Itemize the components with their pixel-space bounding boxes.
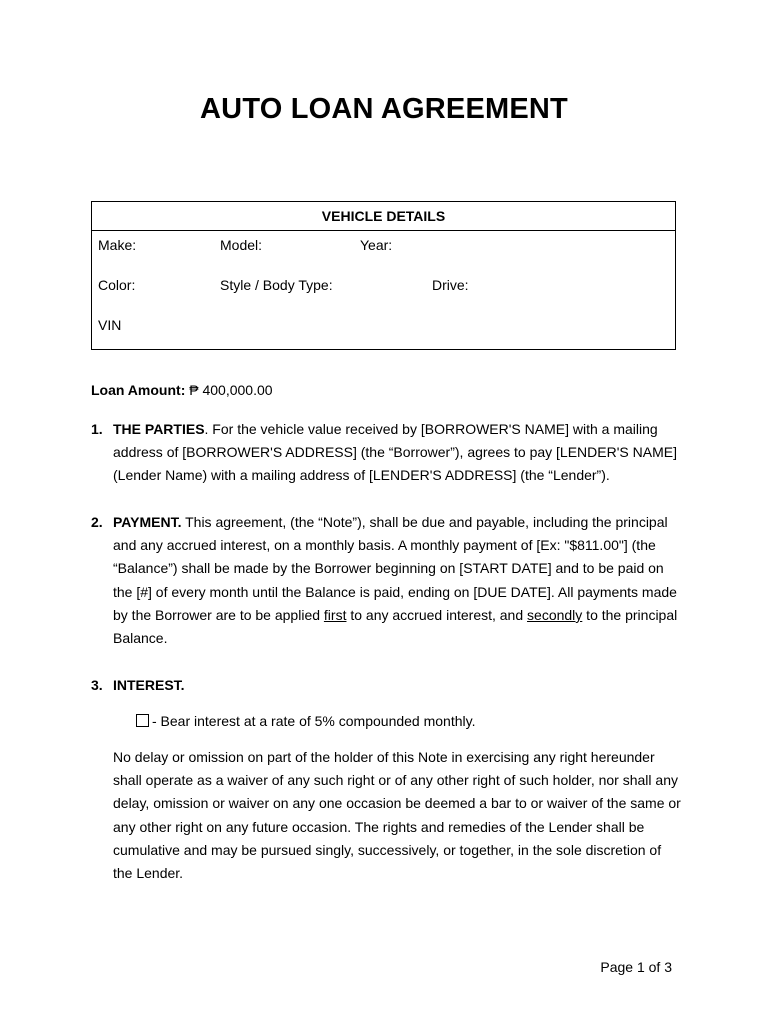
section-parties (91, 418, 681, 488)
year-label: Year: (360, 237, 393, 253)
interest-option-text: - Bear interest at a rate of 5% compounded monthly. (152, 713, 476, 729)
vin-label: VIN (98, 317, 122, 333)
section-text: to the principal Balance. (113, 606, 678, 647)
section-heading: THE PARTIES (113, 421, 205, 437)
section-heading: INTEREST. (113, 677, 185, 693)
section-text: to any accrued interest, and (346, 606, 528, 623)
checkbox[interactable] (136, 714, 149, 727)
vehicle-details-table (91, 201, 676, 350)
vehicle-details-header: VEHICLE DETAILS (92, 202, 675, 231)
section-body (113, 511, 681, 650)
section-text: This agreement, (the “Note”), shall be due and payable, including the principal and any accrued interest, on a monthly basis. A monthly payment of [Ex: "$811.00"] (the “Balance”) shall be made by the Borrower beginning on [START DATE] and to be paid on the [#] of every month until the Balance is paid, ending on [DUE DATE]. All payments made by the Borrower are to be applied (113, 514, 677, 623)
section-number: 2. (91, 514, 103, 530)
make-label: Make: (98, 237, 137, 253)
loan-amount-label: Loan Amount: (91, 382, 186, 398)
underlined-secondly: secondly (527, 606, 583, 623)
interest-option (136, 713, 475, 729)
interest-paragraph: No delay or omission on part of the holder of this Note in exercising any right hereunder shall operate as a waiver of any such right or of any other right of such holder, nor shall any delay, omission or waiver on any one occasion be deemed a bar to or waiver of the same or any other right on any future occasion. The rights and remedies of the Lender shall be cumulative and may be pursued singly, successively, or together, in the sole discretion of the Lender. (113, 749, 681, 882)
model-label: Model: (220, 237, 263, 253)
section-text: . For the vehicle value received by [BORROWER'S NAME] with a mailing address of [BORROWER'S ADDRESS] (the “Borrower”), agrees to pay [LENDER'S NAME] (Lender Name) with a mailing address of [LENDER'S ADDRESS] (the “Lender”). (113, 421, 677, 484)
section-body (113, 674, 681, 697)
loan-amount-value: ₱ 400,000.00 (185, 382, 273, 398)
section-number: 1. (91, 421, 103, 437)
underlined-first: first (323, 606, 347, 623)
style-body-type-label: Style / Body Type: (220, 277, 333, 293)
section-body (113, 418, 681, 488)
drive-label: Drive: (432, 277, 469, 293)
color-label: Color: (98, 277, 136, 293)
loan-amount (91, 382, 273, 398)
section-interest (91, 674, 681, 697)
document-title: AUTO LOAN AGREEMENT (200, 93, 568, 125)
page-number: Page 1 of 3 (600, 959, 672, 975)
section-payment (91, 511, 681, 650)
section-heading: PAYMENT. (113, 514, 182, 530)
section-number: 3. (91, 677, 103, 693)
